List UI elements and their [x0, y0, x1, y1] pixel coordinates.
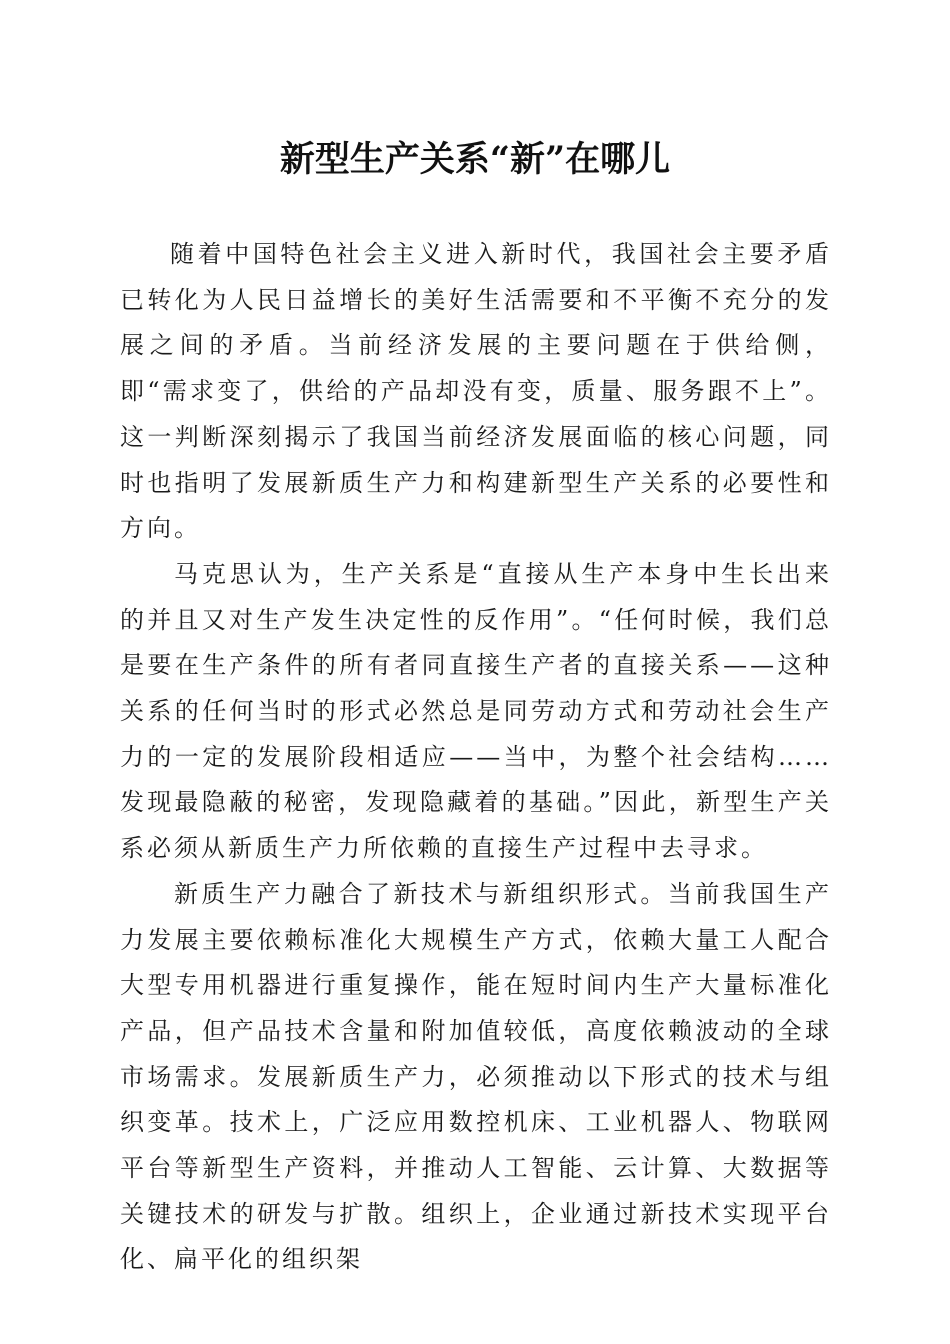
- article-title: 新型生产关系“新”在哪儿: [279, 139, 671, 180]
- paragraph: 马克思认为，生产关系是“直接从生产本身中生长出来的并且又对生产发生决定性的反作用”。“任何时候，我们总是要在生产条件的所有者同直接生产者的直接关系——这种关系的任何当时的形式必然总是同劳动方式和劳动社会生产力的一定的发展阶段相适应——当中，为整个社会结构……发现最隐蔽的秘密，发现隐藏着的基础。”因此，新型生产关系必须从新质生产力所依赖的直接生产过程中去寻求。: [120, 559, 832, 863]
- article-body: [120, 232, 832, 1283]
- paragraph: 随着中国特色社会主义进入新时代，我国社会主要矛盾已转化为人民日益增长的美好生活需要和不平衡不充分的发展之间的矛盾。当前经济发展的主要问题在于供给侧，即“需求变了，供给的产品却没有变，质量、服务跟不上”。这一判断深刻揭示了我国当前经济发展面临的核心问题，同时也指明了发展新质生产力和构建新型生产关系的必要性和方向。: [120, 240, 832, 543]
- paragraph: 新质生产力融合了新技术与新组织形式。当前我国生产力发展主要依赖标准化大规模生产方式，依赖大量工人配合大型专用机器进行重复操作，能在短时间内生产大量标准化产品，但产品技术含量和附加值较低，高度依赖波动的全球市场需求。发展新质生产力，必须推动以下形式的技术与组织变革。技术上，广泛应用数控机床、工业机器人、物联网平台等新型生产资料，并推动人工智能、云计算、大数据等关键技术的研发与扩散。组织上，企业通过新技术实现平台化、扁平化的组织架: [120, 879, 832, 1274]
